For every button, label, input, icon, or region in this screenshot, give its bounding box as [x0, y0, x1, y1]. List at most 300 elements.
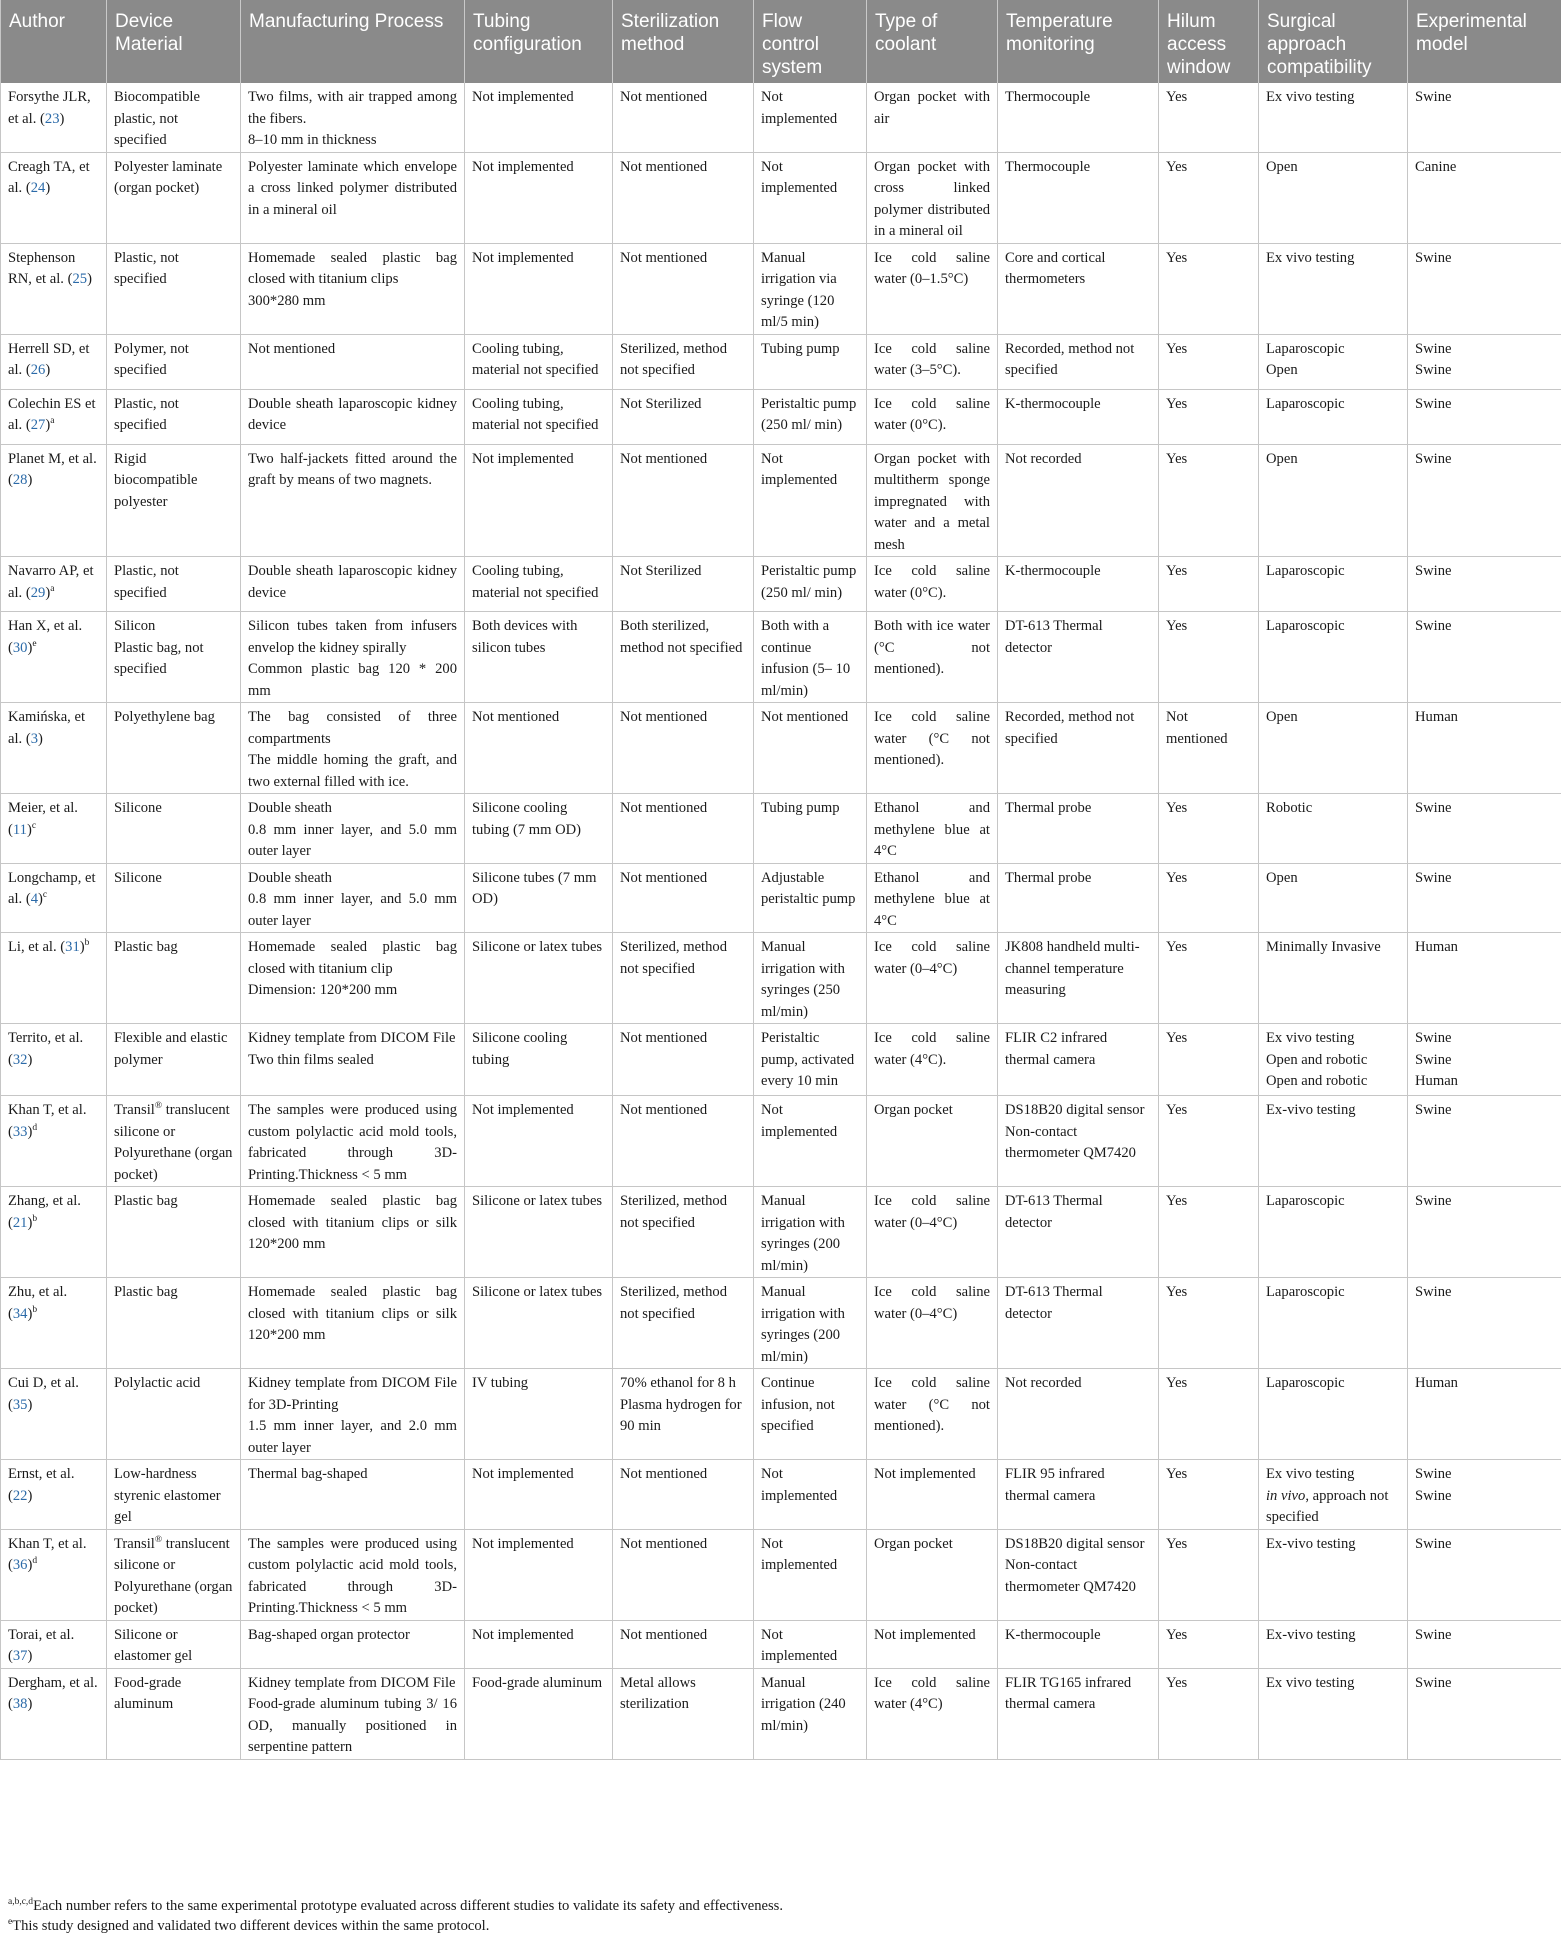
cell-text: Yes	[1166, 1535, 1188, 1552]
cell-text: Ex-vivo testing	[1266, 1535, 1356, 1552]
coolant-type-cell	[867, 1529, 998, 1620]
experimental-model-cell	[1408, 1369, 1561, 1460]
author-cell: Ernst, et al. (22)	[1, 1460, 107, 1530]
citation-link[interactable]: 21	[12, 1214, 28, 1231]
cell-text: Not mentioned	[620, 709, 708, 725]
cell-text: Not mentioned	[620, 450, 708, 467]
temperature-monitoring-cell	[998, 612, 1159, 703]
flow-control-cell	[754, 1096, 867, 1187]
cell-text: Two films, with air trapped among the fibers.	[248, 89, 457, 127]
hilum-access-cell	[1159, 389, 1259, 444]
cell-text: Ice cold saline water (0–4°C)	[874, 1193, 990, 1231]
cell-text: Ex vivo testing	[1266, 1466, 1355, 1482]
cell-text: Not mentioned	[620, 1102, 708, 1118]
author-cell: Li, et al. $(31)^b$	[1, 933, 107, 1024]
cell-text: Organ pocket with multitherm sponge impregnated with water and a metal mesh	[874, 450, 990, 553]
manufacturing-process-cell	[241, 389, 465, 444]
cell-text: Not mentioned	[248, 340, 336, 357]
table-row	[1, 1620, 1561, 1668]
author-name: Longchamp, et al.	[8, 869, 96, 907]
cell-text: Both with a continue infusion (5– 10 ml/min)	[761, 618, 851, 699]
coolant-type-cell	[867, 1278, 998, 1369]
coolant-type-cell	[867, 1096, 998, 1187]
cell-text: Swine	[1415, 1535, 1452, 1552]
cell-text: Silicone cooling tubing (7 mm OD)	[472, 800, 582, 838]
footnotes	[8, 1896, 1548, 1936]
citation-link[interactable]: 11	[12, 821, 27, 838]
cell-text: Recorded, method not specified	[1005, 709, 1135, 747]
footnote-text: Each number refers to the same experimental prototype evaluated across different studies to validate its safety and effectiveness.	[33, 1898, 784, 1914]
sterilization-method-cell	[613, 444, 754, 557]
device-material-cell	[107, 863, 241, 933]
surgical-approach-cell	[1259, 933, 1408, 1024]
cell-text: Laparoscopic	[1266, 1193, 1345, 1209]
cell-text: Ice cold saline water (0–4°C)	[874, 939, 990, 977]
device-material-cell	[107, 83, 241, 152]
header-flow-control-system: Flow control system	[754, 0, 867, 83]
cell-text: Yes	[1166, 1193, 1188, 1209]
surgical-approach-cell	[1259, 444, 1408, 557]
cell-text: Homemade sealed plastic bag closed with titanium clips or silk 120*200 mm	[248, 1193, 457, 1252]
cell-text: Yes	[1166, 450, 1188, 467]
manufacturing-process-cell	[241, 1460, 465, 1530]
sterilization-method-cell	[613, 83, 754, 152]
experimental-model-cell	[1408, 243, 1561, 334]
cell-text: Silicone or latex tubes	[472, 939, 603, 955]
cell-text: Both devices with silicon tubes	[472, 618, 578, 656]
cell-text: Open and robotic	[1266, 1073, 1368, 1089]
footnote-marker: a	[50, 416, 55, 427]
cell-text: Double sheath	[248, 869, 332, 886]
cell-text: Continue infusion, not specified	[761, 1375, 835, 1434]
cell-text: Not implemented	[472, 1535, 574, 1552]
coolant-type-cell	[867, 933, 998, 1024]
cell-text: Not mentioned	[620, 249, 708, 266]
cell-text: DT-613 Thermal detector	[1005, 618, 1103, 656]
surgical-approach-cell	[1259, 1668, 1408, 1759]
cell-text: Yes	[1166, 249, 1188, 266]
footnote-marker: b	[32, 1304, 38, 1315]
cell-text: Manual irrigation with syringes (250 ml/min)	[761, 939, 845, 1020]
sterilization-method-cell	[613, 703, 754, 794]
tubing-configuration-cell	[465, 557, 613, 612]
citation-link[interactable]: 35	[12, 1396, 28, 1413]
coolant-type-cell	[867, 703, 998, 794]
cell-text: Not implemented	[472, 89, 574, 105]
author-cell: Planet M, et al. (28)	[1, 444, 107, 557]
author-cell: Longchamp, et al. $(4)^c$	[1, 863, 107, 933]
citation-link[interactable]: 22	[12, 1487, 28, 1504]
author-name: Planet M, et al.	[8, 450, 97, 467]
table-row	[1, 557, 1561, 612]
tubing-configuration-cell	[465, 152, 613, 243]
device-material-cell	[107, 703, 241, 794]
surgical-approach-cell	[1259, 1460, 1408, 1530]
tubing-configuration-cell	[465, 1668, 613, 1759]
device-material-cell	[107, 334, 241, 389]
cell-text: Sterilized, method not specified	[620, 1193, 727, 1231]
sterilization-method-cell	[613, 933, 754, 1024]
cell-text: Laparoscopic	[1266, 340, 1345, 357]
experimental-model-cell	[1408, 1529, 1561, 1620]
citation-link[interactable]: 34	[12, 1305, 28, 1322]
coolant-type-cell	[867, 1460, 998, 1530]
citation-link[interactable]: 36	[12, 1557, 28, 1573]
cell-text: K-thermocouple	[1005, 395, 1101, 412]
cell-text: Yes	[1166, 158, 1188, 175]
temperature-monitoring-cell	[998, 152, 1159, 243]
citation-link[interactable]: 3	[30, 730, 39, 747]
author-name: Khan T, et al.	[8, 1102, 87, 1118]
cell-text: Ice cold saline water (0–1.5°C)	[874, 249, 990, 287]
manufacturing-process-cell	[241, 1096, 465, 1187]
cell-text: Yes	[1166, 89, 1188, 105]
temperature-monitoring-cell	[998, 1096, 1159, 1187]
cell-text: Core and cortical thermometers	[1005, 249, 1106, 287]
author-cell: Zhu, et al. $(34)^b$	[1, 1278, 107, 1369]
tubing-configuration-cell	[465, 1187, 613, 1278]
cell-text: Not mentioned	[620, 869, 708, 886]
table-row	[1, 1369, 1561, 1460]
tubing-configuration-cell	[465, 334, 613, 389]
citation-link[interactable]: 28	[12, 472, 28, 488]
temperature-monitoring-cell	[998, 1668, 1159, 1759]
author-name: Creagh TA, et al.	[8, 158, 90, 196]
device-material-cell	[107, 794, 241, 864]
cell-text: 1.5 mm inner layer, and 2.0 mm outer layer	[248, 1418, 457, 1456]
cell-text: Plastic, not specified	[114, 563, 179, 601]
cell-text: 300*280 mm	[248, 292, 326, 309]
footnote-marker: b	[84, 938, 90, 949]
table-row	[1, 933, 1561, 1024]
author-name: Han X, et al.	[8, 618, 83, 634]
surgical-approach-cell	[1259, 152, 1408, 243]
footnote-text: This study designed and validated two different devices within the same protocol.	[12, 1918, 490, 1934]
cell-text: Ice cold saline water (3–5°C).	[874, 340, 990, 378]
coolant-type-cell	[867, 1668, 998, 1759]
hilum-access-cell	[1159, 1369, 1259, 1460]
coolant-type-cell	[867, 152, 998, 243]
sterilization-method-cell	[613, 1620, 754, 1668]
cell-text: Silicone	[114, 800, 162, 816]
citation-link[interactable]: 24	[30, 180, 46, 196]
tubing-configuration-cell	[465, 389, 613, 444]
footnote-marker: a	[50, 583, 55, 594]
cell-text: The bag consisted of three compartments	[248, 709, 457, 747]
surgical-approach-cell	[1259, 1278, 1408, 1369]
manufacturing-process-cell	[241, 444, 465, 557]
cell-text: The middle homing the graft, and two external filled with ice.	[248, 752, 457, 790]
citation-link[interactable]: 25	[72, 271, 88, 287]
cell-text: Not implemented	[472, 450, 574, 467]
cell-text: Polylactic acid	[114, 1375, 201, 1391]
cell-text: Biocompatible plastic, not specified	[114, 89, 200, 148]
cell-text: Ice cold saline water (°C not mentioned).	[874, 709, 990, 768]
flow-control-cell	[754, 557, 867, 612]
cell-text: Homemade sealed plastic bag closed with titanium clips	[248, 249, 457, 287]
hilum-access-cell	[1159, 83, 1259, 152]
cell-text: Peristaltic pump (250 ml/ min)	[761, 563, 857, 601]
header-tubing-configuration: Tubing configuration	[465, 0, 613, 83]
cell-text: Not implemented	[472, 1466, 574, 1482]
temperature-monitoring-cell	[998, 863, 1159, 933]
experimental-model-cell	[1408, 703, 1561, 794]
cell-text: Transil® translucent silicone or Polyurethane (organ pocket)	[114, 1101, 233, 1183]
author-cell: Creagh TA, et al. (24)	[1, 152, 107, 243]
cell-text: 0.8 mm inner layer, and 5.0 mm outer layer	[248, 821, 457, 859]
table-row	[1, 1460, 1561, 1530]
temperature-monitoring-cell	[998, 1529, 1159, 1620]
citation-link[interactable]: 32	[12, 1051, 28, 1068]
device-material-cell	[107, 1096, 241, 1187]
citation-link[interactable]: 31	[65, 939, 80, 955]
flow-control-cell	[754, 1668, 867, 1759]
device-material-cell	[107, 444, 241, 557]
experimental-model-cell	[1408, 1096, 1561, 1187]
cell-text: The samples were produced using custom polylactic acid mold tools, fabricated through 3D-Printing.Thickness < 5 mm	[248, 1535, 457, 1616]
manufacturing-process-cell	[241, 1187, 465, 1278]
author-name: Ernst, et al.	[8, 1466, 75, 1482]
device-material-cell	[107, 557, 241, 612]
cell-text: Both with ice water (°C not mentioned).	[874, 618, 990, 677]
cell-text: Swine	[1415, 1193, 1452, 1209]
cell-text: K-thermocouple	[1005, 1626, 1101, 1643]
surgical-approach-cell	[1259, 389, 1408, 444]
flow-control-cell	[754, 794, 867, 864]
cell-text: Polyethylene bag	[114, 709, 215, 725]
cell-text: Not mentioned	[620, 1535, 708, 1552]
author-cell: Meier, et al. $(11)^c$	[1, 794, 107, 864]
device-material-cell	[107, 1187, 241, 1278]
footnote-marker: b	[32, 1213, 38, 1224]
footnote	[8, 1896, 1548, 1916]
experimental-model-cell	[1408, 863, 1561, 933]
table-row	[1, 703, 1561, 794]
cell-text: Yes	[1166, 395, 1188, 412]
device-material-cell	[107, 1278, 241, 1369]
cell-text: Manual irrigation (240 ml/min)	[761, 1674, 846, 1734]
temperature-monitoring-cell	[998, 557, 1159, 612]
cell-text: Organ pocket with cross linked polymer distributed in a mineral oil	[874, 158, 990, 239]
cell-text: Ex vivo testing	[1266, 1674, 1355, 1691]
hilum-access-cell	[1159, 334, 1259, 389]
citation-link[interactable]: 37	[12, 1648, 28, 1664]
author-cell: Colechin ES et al. $(27)^a$	[1, 389, 107, 444]
cell-text: Yes	[1166, 1284, 1188, 1300]
cell-text: Peristaltic pump (250 ml/ min)	[761, 395, 857, 433]
hilum-access-cell	[1159, 1278, 1259, 1369]
flow-control-cell	[754, 1024, 867, 1096]
cell-text: DT-613 Thermal detector	[1005, 1193, 1103, 1231]
hilum-access-cell	[1159, 863, 1259, 933]
cell-text: Ex vivo testing	[1266, 249, 1355, 266]
author-name: Kamińska, et al.	[8, 709, 86, 747]
author-cell: Khan T, et al. $(33)^d$	[1, 1096, 107, 1187]
cell-text: Ex vivo testing	[1266, 1030, 1355, 1046]
cell-text: Not implemented	[761, 89, 838, 127]
table-row	[1, 1529, 1561, 1620]
author-name: Navarro AP, et al.	[8, 563, 94, 601]
cell-text: Plastic bag, not specified	[114, 639, 204, 677]
author-cell: Dergham, et al. (38)	[1, 1668, 107, 1759]
cell-text: Tubing pump	[761, 340, 840, 357]
cell-text: FLIR 95 infrared thermal camera	[1005, 1466, 1105, 1504]
flow-control-cell	[754, 933, 867, 1024]
author-name: Dergham, et al.	[8, 1674, 98, 1691]
cell-text: Human	[1415, 709, 1458, 725]
hilum-access-cell	[1159, 612, 1259, 703]
experimental-model-cell	[1408, 1278, 1561, 1369]
cell-text: in vivo, approach not specified	[1266, 1487, 1389, 1525]
sterilization-method-cell	[613, 152, 754, 243]
manufacturing-process-cell	[241, 1024, 465, 1096]
cell-text: 70% ethanol for 8 h	[620, 1375, 736, 1391]
citation-link[interactable]: 23	[44, 110, 60, 127]
experimental-model-cell	[1408, 389, 1561, 444]
manufacturing-process-cell	[241, 1278, 465, 1369]
cell-text: Thermal probe	[1005, 869, 1092, 886]
table-row	[1, 444, 1561, 557]
coolant-type-cell	[867, 83, 998, 152]
cell-text: FLIR C2 infrared thermal camera	[1005, 1030, 1108, 1068]
cell-text: Cooling tubing, material not specified	[472, 395, 599, 433]
author-name: Li, et al.	[8, 939, 61, 955]
cell-text: Ex-vivo testing	[1266, 1102, 1356, 1118]
citation-link[interactable]: 29	[30, 584, 46, 601]
cell-text: Two thin films sealed	[248, 1051, 374, 1068]
cell-text: Ice cold saline water (°C not mentioned).	[874, 1375, 990, 1434]
experimental-model-cell	[1408, 334, 1561, 389]
cell-text: Ex vivo testing	[1266, 89, 1355, 105]
cell-text: Both sterilized, method not specified	[620, 618, 743, 656]
cell-text: Swine	[1415, 1284, 1452, 1300]
author-cell: Territo, et al. (32)	[1, 1024, 107, 1096]
author-cell: Han X, et al. $(30)^e$	[1, 612, 107, 703]
cell-text: Ethanol and methylene blue at 4°C	[874, 800, 990, 859]
cell-text: Not mentioned	[620, 1030, 708, 1046]
author-name: Zhang, et al.	[8, 1193, 81, 1209]
tubing-configuration-cell	[465, 444, 613, 557]
cell-text: Rigid biocompatible polyester	[114, 450, 198, 510]
cell-text: Recorded, method not specified	[1005, 340, 1135, 378]
header-row	[1, 0, 1561, 83]
cell-text: Yes	[1166, 1375, 1188, 1391]
hilum-access-cell	[1159, 1024, 1259, 1096]
author-cell: Zhang, et al. $(21)^b$	[1, 1187, 107, 1278]
author-name: Zhu, et al.	[8, 1284, 68, 1300]
manufacturing-process-cell	[241, 1620, 465, 1668]
cell-text: Swine	[1415, 249, 1452, 266]
citation-link[interactable]: 27	[30, 417, 46, 433]
sterilization-method-cell	[613, 1369, 754, 1460]
citation-link[interactable]: 4	[30, 891, 39, 907]
hilum-access-cell	[1159, 243, 1259, 334]
citation-link[interactable]: 30	[12, 639, 28, 656]
sterilization-method-cell	[613, 1278, 754, 1369]
device-material-cell	[107, 389, 241, 444]
manufacturing-process-cell	[241, 933, 465, 1024]
cell-text: DT-613 Thermal detector	[1005, 1284, 1103, 1322]
cell-text: Non-contact thermometer QM7420	[1005, 1123, 1136, 1161]
cell-text: Yes	[1166, 563, 1188, 579]
cell-text: Homemade sealed plastic bag closed with titanium clips or silk 120*200 mm	[248, 1284, 457, 1343]
cell-text: Plasma hydrogen for 90 min	[620, 1396, 742, 1434]
flow-control-cell	[754, 444, 867, 557]
cell-text: Organ pocket	[874, 1102, 953, 1118]
cell-text: Laparoscopic	[1266, 395, 1345, 412]
manufacturing-process-cell	[241, 1529, 465, 1620]
cell-text: Not implemented	[874, 1626, 976, 1643]
device-material-cell	[107, 612, 241, 703]
cell-text: 8–10 mm in thickness	[248, 132, 377, 148]
cell-text: Laparoscopic	[1266, 618, 1345, 634]
manufacturing-process-cell	[241, 83, 465, 152]
temperature-monitoring-cell	[998, 933, 1159, 1024]
tubing-configuration-cell	[465, 83, 613, 152]
table-row	[1, 794, 1561, 864]
experimental-model-cell	[1408, 444, 1561, 557]
surgical-approach-cell	[1259, 794, 1408, 864]
table-row	[1, 1024, 1561, 1096]
footnote-marker: e	[8, 1917, 13, 1928]
cell-text: IV tubing	[472, 1375, 529, 1391]
cell-text: Not mentioned	[761, 709, 849, 725]
cell-text: Thermocouple	[1005, 158, 1091, 175]
hilum-access-cell	[1159, 1460, 1259, 1530]
footnote-marker: d	[32, 1122, 38, 1133]
citation-link[interactable]: 38	[12, 1696, 28, 1712]
citation-link[interactable]: 26	[30, 362, 46, 378]
surgical-approach-cell	[1259, 1096, 1408, 1187]
sterilization-method-cell	[613, 1024, 754, 1096]
author-name: Colechin ES et al.	[8, 395, 96, 433]
cell-text: Food-grade aluminum	[114, 1674, 182, 1712]
device-material-cell	[107, 1369, 241, 1460]
cell-text: Plastic bag	[114, 1193, 178, 1209]
manufacturing-process-cell	[241, 243, 465, 334]
sterilization-method-cell	[613, 612, 754, 703]
header-temperature-monitoring: Temperature monitoring	[998, 0, 1159, 83]
cell-text: Not mentioned	[620, 89, 708, 105]
cell-text: DS18B20 digital sensor	[1005, 1535, 1145, 1552]
sterilization-method-cell	[613, 1668, 754, 1759]
cell-text: Not implemented	[472, 1626, 574, 1643]
citation-link[interactable]: 33	[12, 1123, 28, 1140]
cell-text: Swine	[1415, 1626, 1452, 1643]
temperature-monitoring-cell	[998, 1620, 1159, 1668]
cell-text: Ice cold saline water (0–4°C)	[874, 1284, 990, 1322]
author-cell: Torai, et al. (37)	[1, 1620, 107, 1668]
cell-text: Not recorded	[1005, 450, 1082, 467]
cell-text: Polyester laminate (organ pocket)	[114, 158, 223, 196]
cell-text: Not implemented	[761, 450, 838, 488]
device-material-cell	[107, 1668, 241, 1759]
manufacturing-process-cell	[241, 1369, 465, 1460]
experimental-model-cell	[1408, 1460, 1561, 1530]
cell-text: Plastic bag	[114, 1284, 178, 1300]
cell-text: Dimension: 120*200 mm	[248, 982, 398, 998]
cell-text: Not mentioned	[620, 800, 708, 816]
tubing-configuration-cell	[465, 612, 613, 703]
device-material-cell	[107, 1620, 241, 1668]
cell-text: Not implemented	[761, 1626, 838, 1664]
experimental-model-cell	[1408, 152, 1561, 243]
surgical-approach-cell	[1259, 1620, 1408, 1668]
tubing-configuration-cell	[465, 1024, 613, 1096]
hilum-access-cell	[1159, 1620, 1259, 1668]
cell-text: Not implemented	[761, 158, 838, 196]
cell-text: Peristaltic pump, activated every 10 min	[761, 1030, 855, 1089]
